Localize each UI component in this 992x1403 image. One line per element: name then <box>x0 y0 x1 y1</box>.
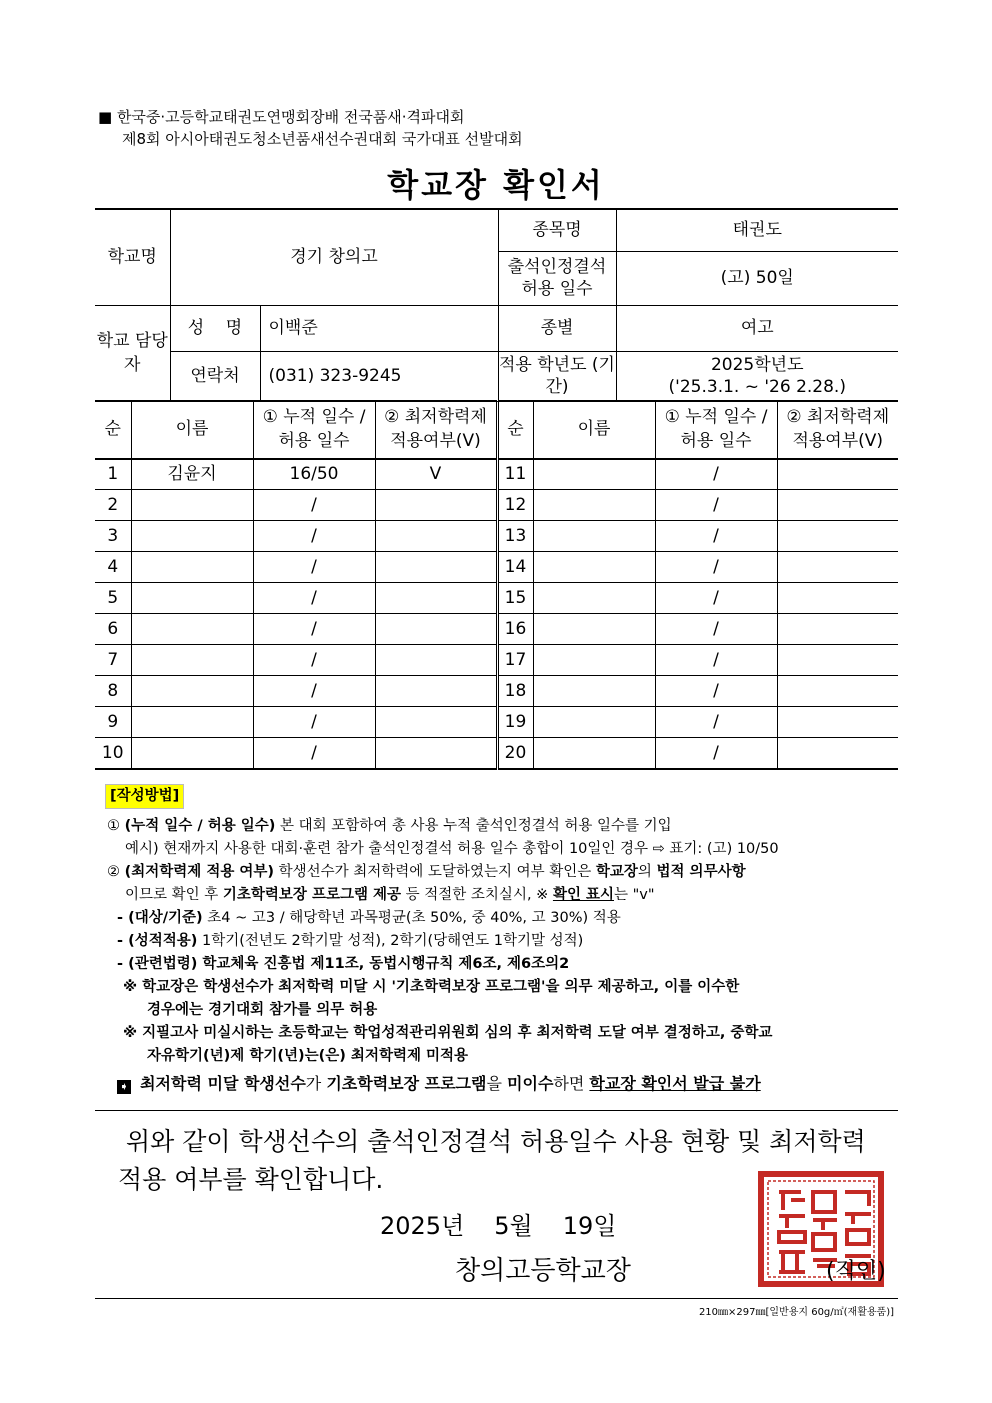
stamp-label: (직인) <box>826 1259 886 1284</box>
row-days: / <box>253 707 375 738</box>
header-line-1: ■ 한국중·고등학교태권도연맹회장배 전국품새·격파대회 <box>98 108 465 126</box>
manager-label: 학교 담당자 <box>95 305 170 401</box>
divider-bottom <box>95 1298 898 1299</box>
row-name <box>131 614 253 645</box>
item-2-t2: 의 <box>637 864 657 880</box>
table-row <box>95 583 898 614</box>
row-no-2: 11 <box>497 459 533 490</box>
issue-date <box>380 1206 646 1241</box>
row-days-2: / <box>655 738 777 769</box>
row-days: / <box>253 676 375 707</box>
row-name-2 <box>533 707 655 738</box>
row-no-2: 12 <box>497 490 533 521</box>
method-item-2-line2 <box>95 884 898 907</box>
col-min-2: ② 최저학력제 적용여부(V) <box>777 401 898 459</box>
row-days: / <box>253 614 375 645</box>
row-no-2: 16 <box>497 614 533 645</box>
sub-1-bold: - (대상/기준) <box>117 910 203 926</box>
row-min-2 <box>777 738 898 769</box>
row-min <box>375 490 497 521</box>
row-no-2: 18 <box>497 676 533 707</box>
info-table <box>95 208 898 402</box>
row-min <box>375 738 497 769</box>
item-2-b2: 학교장 <box>595 864 638 880</box>
item-2-l2a: 이므로 확인 후 <box>125 887 223 903</box>
row-no-2: 17 <box>497 645 533 676</box>
header <box>98 106 523 150</box>
school-value: 경기 창의고 <box>170 209 498 305</box>
year-label: 적용 학년도 (기간) <box>498 351 616 401</box>
row-days: 16/50 <box>253 459 375 490</box>
table-row <box>95 707 898 738</box>
row-min-2 <box>777 707 898 738</box>
row-min-2 <box>777 614 898 645</box>
notice-f: 하면 <box>553 1074 590 1093</box>
item-2-l2b: 기초학력보장 프로그램 제공 <box>222 887 402 903</box>
row-min-2 <box>777 459 898 490</box>
row-no: 5 <box>95 583 131 614</box>
attend-label: 출석인정결석 허용 일수 <box>498 251 616 305</box>
item-1-text: 본 대회 포함하여 총 사용 누적 출석인정결석 허용 일수를 기입 <box>275 818 672 834</box>
row-no: 9 <box>95 707 131 738</box>
row-min-2 <box>777 521 898 552</box>
date-day: 19일 <box>562 1212 617 1240</box>
note-1-line2: 경우에는 경기대회 참가를 의무 허용 <box>147 1002 378 1018</box>
row-no: 3 <box>95 521 131 552</box>
method-item-1-example: 예시) 현재까지 사용한 대회·훈련 참가 출석인정결석 허용 일수 총합이 10일인 경우 ⇨ 표기: (고) 10/50 <box>125 841 779 857</box>
arrow-box-icon: ➧ <box>117 1080 131 1094</box>
row-days: / <box>253 490 375 521</box>
row-name <box>131 490 253 521</box>
row-no: 2 <box>95 490 131 521</box>
note-2-line2: 자유학기(년)제 학기(년)는(은) 최저학력제 미적용 <box>147 1048 469 1064</box>
attend-value: (고) 50일 <box>616 251 898 305</box>
sub-2-bold: - (성적적용) <box>117 933 198 949</box>
method-sub-1 <box>95 907 898 930</box>
row-no: 6 <box>95 614 131 645</box>
table-row <box>95 645 898 676</box>
row-no: 10 <box>95 738 131 769</box>
row-no-2: 20 <box>497 738 533 769</box>
row-name-2 <box>533 521 655 552</box>
event-value: 태권도 <box>616 209 898 251</box>
row-name <box>131 707 253 738</box>
row-min-2 <box>777 490 898 521</box>
date-year: 2025년 <box>380 1212 465 1240</box>
row-name-2 <box>533 490 655 521</box>
row-no: 1 <box>95 459 131 490</box>
notice-b: 가 <box>305 1074 327 1093</box>
row-days-2: / <box>655 583 777 614</box>
row-days-2: / <box>655 707 777 738</box>
event-label: 종목명 <box>498 209 616 251</box>
item-2-num: ② <box>107 864 120 880</box>
school-principal: 창의고등학교장 <box>455 1256 631 1286</box>
item-2-l2e: 는 "v" <box>614 887 655 903</box>
notice-c: 기초학력보장 프로그램 <box>326 1074 487 1093</box>
gender-label: 종별 <box>498 305 616 351</box>
table-row <box>95 738 898 769</box>
item-1-bold: (누적 일수 / 허용 일수) <box>124 818 276 834</box>
row-name <box>131 583 253 614</box>
row-name-2 <box>533 676 655 707</box>
table-row <box>95 490 898 521</box>
writing-method <box>95 784 898 1095</box>
col-days-2: ① 누적 일수 / 허용 일수 <box>655 401 777 459</box>
date-month: 5월 <box>494 1212 533 1240</box>
table-row <box>95 459 898 490</box>
row-min <box>375 614 497 645</box>
notice-g: 학교장 확인서 발급 불가 <box>589 1074 761 1093</box>
row-days: / <box>253 583 375 614</box>
confirm-line-2: 적용 여부를 확인합니다. <box>118 1165 384 1194</box>
item-2-b3: 법적 의무사항 <box>656 864 746 880</box>
row-name-2 <box>533 552 655 583</box>
row-min-2 <box>777 552 898 583</box>
item-1-num: ① <box>107 818 120 834</box>
table-row <box>95 552 898 583</box>
row-min-2 <box>777 645 898 676</box>
row-min <box>375 707 497 738</box>
row-min <box>375 552 497 583</box>
row-no: 4 <box>95 552 131 583</box>
sub-2-text: 1학기(전년도 2학기말 성적), 2학기(당해연도 1학기말 성적) <box>197 933 584 949</box>
table-row <box>95 521 898 552</box>
col-min: ② 최저학력제 적용여부(V) <box>375 401 497 459</box>
row-min-2 <box>777 676 898 707</box>
col-name-2: 이름 <box>533 401 655 459</box>
row-days: / <box>253 552 375 583</box>
row-min <box>375 676 497 707</box>
sub-3-text: 학교체육 진흥법 제11조, 동법시행규칙 제6조, 제6조의2 <box>197 956 570 972</box>
row-no-2: 19 <box>497 707 533 738</box>
row-min-2 <box>777 583 898 614</box>
gender-value: 여고 <box>616 305 898 351</box>
notice-d: 을 <box>486 1074 508 1093</box>
row-name <box>131 738 253 769</box>
notice-a: 최저학력 미달 학생선수 <box>140 1074 306 1093</box>
row-name-2 <box>533 645 655 676</box>
divider-top <box>95 1110 898 1111</box>
row-days-2: / <box>655 521 777 552</box>
year-value: 2025학년도 <box>710 355 804 375</box>
row-name <box>131 521 253 552</box>
name-label: 성 명 <box>170 305 260 351</box>
method-sub-3 <box>95 953 898 976</box>
row-min <box>375 583 497 614</box>
col-days: ① 누적 일수 / 허용 일수 <box>253 401 375 459</box>
row-min <box>375 645 497 676</box>
row-days-2: / <box>655 552 777 583</box>
row-no-2: 14 <box>497 552 533 583</box>
row-name <box>131 552 253 583</box>
row-no: 8 <box>95 676 131 707</box>
row-name: 김윤지 <box>131 459 253 490</box>
row-name-2 <box>533 738 655 769</box>
row-min <box>375 521 497 552</box>
year-period: ('25.3.1. ~ '26 2.28.) <box>668 377 846 397</box>
row-days: / <box>253 738 375 769</box>
row-days-2: / <box>655 459 777 490</box>
contact-label: 연락처 <box>170 351 260 401</box>
note-1-line1: ※ 학교장은 학생선수가 최저학력 미달 시 '기초학력보장 프로그램'을 의무 제공하고, 이를 이수한 <box>123 979 740 995</box>
school-label: 학교명 <box>95 209 170 305</box>
student-list-table <box>95 400 898 770</box>
row-no-2: 15 <box>497 583 533 614</box>
item-2-t1: 학생선수가 최저학력에 도달하였는지 여부 확인은 <box>274 864 596 880</box>
row-no: 7 <box>95 645 131 676</box>
row-days-2: / <box>655 645 777 676</box>
row-days: / <box>253 645 375 676</box>
row-days: / <box>253 521 375 552</box>
note-2-line1: ※ 지필고사 미실시하는 초등학교는 학업성적관리위원회 심의 후 최저학력 도달 여부 결정하고, 중학교 <box>123 1025 773 1041</box>
sub-3-bold: - (관련법령) <box>117 956 198 972</box>
method-tag: [작성방법] <box>105 784 184 809</box>
sub-1-text: 초4 ~ 고3 / 해당학년 과목평균(초 50%, 중 40%, 고 30%) 적용 <box>202 910 621 926</box>
method-sub-2 <box>95 930 898 953</box>
row-name-2 <box>533 614 655 645</box>
row-days-2: / <box>655 676 777 707</box>
row-no-2: 13 <box>497 521 533 552</box>
method-item-2 <box>95 861 898 884</box>
row-name <box>131 645 253 676</box>
table-row <box>95 676 898 707</box>
year-cell <box>616 351 898 401</box>
row-days-2: / <box>655 614 777 645</box>
page-title: 학교장 확인서 <box>387 166 605 204</box>
col-no: 순 <box>95 401 131 459</box>
confirm-line-1: 위와 같이 학생선수의 출석인정결석 허용일수 사용 현황 및 최저학력 <box>126 1127 866 1156</box>
item-2-l2d: 확인 표시 <box>552 887 615 903</box>
table-row <box>95 614 898 645</box>
row-name-2 <box>533 583 655 614</box>
row-min: V <box>375 459 497 490</box>
name-value: 이백준 <box>260 305 498 351</box>
row-name-2 <box>533 459 655 490</box>
header-line-2: 제8회 아시아태권도청소년품새선수권대회 국가대표 선발대회 <box>122 130 523 148</box>
row-days-2: / <box>655 490 777 521</box>
contact-value: (031) 323-9245 <box>260 351 498 401</box>
row-name <box>131 676 253 707</box>
item-2-l2c: 등 적절한 조치실시, ※ <box>401 887 553 903</box>
paper-spec: 210㎜×297㎜[일반용지 60g/㎡(재활용품)] <box>698 1307 894 1318</box>
item-2-bold: (최저학력제 적용 여부) <box>124 864 275 880</box>
col-name: 이름 <box>131 401 253 459</box>
col-no-2: 순 <box>497 401 533 459</box>
notice-line <box>95 1072 898 1095</box>
method-item-1 <box>95 815 898 838</box>
notice-e: 미이수 <box>507 1074 554 1093</box>
